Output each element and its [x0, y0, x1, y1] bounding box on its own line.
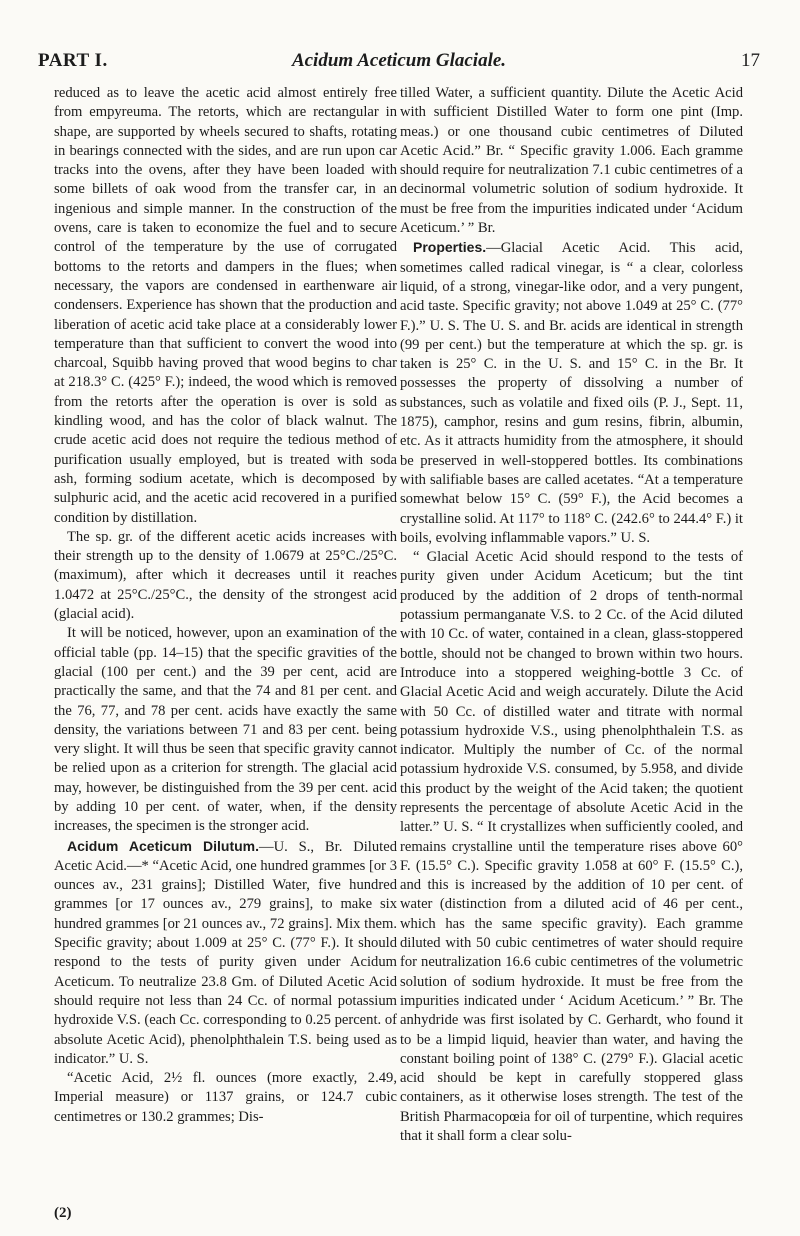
right-column	[400, 84, 743, 1146]
signature-mark: (2)	[54, 1205, 72, 1221]
paragraph: tilled Water, a sufficient quantity. Dilute the Acetic Acid with sufficient Distilled Water to form one pint (Imp. meas.) or one thousand cubic centimetres of Diluted Acetic Acid.” Br. “ Specific gravity 1.006. Each gramme should require for neutralization 7.1 cubic centimetres of a decinormal volumetric solution of sodium hydroxide. It must be free from the impurities indicated under ‘Acidum Aceticum.’ ” Br.	[400, 85, 743, 237]
section-label: Properties.	[413, 239, 487, 256]
paragraph-text: —U. S., Br. Diluted Acetic Acid.—* “Acetic Acid, one hundred grammes [or 3 ounces av., 231 grains]; Distilled Water, five hundred grammes [or 17 ounces av., 279 grains], to make six hundred grammes [or 21 ounces av., 72 grains]. Mix them. Specific gravity; about 1.009 at 25° C. (77° F.). It should respond to the tests of purity given under Acidum Aceticum. To neutralize 23.8 Gm. of Diluted Acetic Acid should require not less than 24 Cc. of normal potassium hydroxide V.S. (each Cc. corresponding to 0.25 percent. of absolute Acetic Acid), phenolphthalein T.S. being used as indicator.” U. S.	[54, 838, 397, 1067]
paragraph: The sp. gr. of the different acetic acids increases with their strength up to the density of 1.0679 at 25°C./25°C. (maximum), after which it decreases until it reaches 1.0472 at 25°C./25°C., the density of the strongest acid (glacial acid).	[54, 528, 397, 623]
part-label: PART I.	[38, 50, 108, 71]
section-label: Acidum Aceticum Dilutum.	[67, 837, 260, 854]
paragraph: “Acetic Acid, 2½ fl. ounces (more exactly, 2.49, Imperial measure) or 1137 grains, or 124.7 cubic centimetres or 130.2 grammes; Dis-	[54, 1070, 397, 1125]
paragraph	[400, 238, 743, 548]
paragraph	[54, 837, 397, 1070]
page-number: 17	[741, 50, 760, 71]
left-column	[54, 84, 397, 1127]
paragraph-text: —Glacial Acetic Acid. This acid, sometimes called radical vinegar, is “ a clear, colorless liquid, of a strong, vinegar-like odor, and a very pungent, acid taste. Specific gravity; not above 1.049 at 25° C. (77° F.).” U. S. The U. S. and Br. acids are identical in strength (99 per cent.) but the temperature at which the sp. gr. is taken is 25° C. in the U. S. and 15° C. in the Br. It possesses the property of dissolving a number of substances, such as volatile and fixed oils (P. J., Sept. 11, 1875), camphor, resins and gum resins, fibrin, albumin, etc. As it attracts humidity from the atmosphere, it should be preserved in well-stoppered bottles. Its combinations with salifiable bases are called acetates. “At a temperature somewhat below 15° C. (59° F.), the Acid becomes a crystalline solid. At 117° to 118° C. (242.6° to 244.4° F.) it boils, evolving inflammable vapors.” U. S.	[400, 240, 743, 546]
paragraph: “ Glacial Acetic Acid should respond to the tests of purity given under Acidum Aceticum; but the tint produced by the addition of 2 drops of tenth-normal potassium permanganate V.S. to 2 Cc. of the Acid diluted with 10 Cc. of water, contained in a clean, glass-stoppered bottle, should not be changed to brown within two hours. Introduce into a stoppered weighing-bottle 3 Cc. of Glacial Acetic Acid and weigh accurately. Dilute the Acid with 50 Cc. of distilled water and titrate with normal potassium hydroxide V.S., using phenolphthalein T.S. as indicator. Multiply the number of Cc. of the normal potassium hydroxide V.S. consumed, by 5.958, and divide this product by the weight of the Acid taken; the quotient represents the percentage of absolute Acetic Acid in the latter.” U. S. “ It crystallizes when sufficiently cooled, and remains crystalline until the temperature rises above 60° F. (15.5° C.). Specific gravity 1.058 at 60° F. (15.5° C.), and this is increased by the addition of 10 per cent. of water (distinction from a diluted acid of 46 per cent., which has the same specific gravity). Each gramme diluted with 50 cubic centimetres of water should require for neutralization 16.6 cubic centimetres of the volumetric solution of sodium hydroxide. It must be free from the impurities indicated under ‘ Acidum Aceticum.’ ” Br. The anhydride was first isolated by C. Gerhardt, who found it to be a limpid liquid, heavier than water, and having the constant boiling point of 138° C. (279° F.). Glacial acetic acid should be kept in carefully stoppered glass containers, as it otherwise loses strength. The test of the British Pharmacopœia for oil of turpentine, which requires that it shall form a clear solu-	[400, 549, 743, 1145]
paragraph: reduced as to leave the acetic acid almost entirely free from empyreuma. The retorts, which are rectangular in shape, are supported by wheels secured to shafts, rotating in bearings connected with the sides, and are run upon car tracks into the ovens, after they have been loaded with some billets of oak wood from the transfer car, in an ingenious and simple manner. In the construction of the ovens, care is taken to economize the fuel and to secure control of the temperature by the use of corrugated bottoms to the retorts and dampers in the flues; when necessary, the vapors are condensed in earthenware air condensers. Experience has shown that the production and liberation of acetic acid take place at a considerably lower temperature than that sufficient to convert the wood into charcoal, Squibb having proved that wood begins to char at 218.3° C. (425° F.); indeed, the wood which is removed from the retorts after the operation is over is sold as kindling wood, and has the color of black walnut. The crude acetic acid does not require the tedious method of purification usually employed, but is treated with soda ash, forming sodium acetate, which is decomposed by sulphuric acid, and the acetic acid recovered in a purified condition by distillation.	[54, 85, 397, 526]
running-title: Acidum Aceticum Glaciale.	[291, 50, 507, 71]
page-header	[38, 50, 760, 74]
paragraph: It will be noticed, however, upon an examination of the official table (pp. 14–15) that the specific gravities of the glacial (100 per cent.) and the 39 per cent, acid are practically the same, and that the 74 and 81 per cent. and the 76, 77, and 78 per cent. acids have exactly the same density, the variations between 71 and 83 per cent. being very slight. It will thus be seen that specific gravity cannot be relied upon as a criterion for strength. The glacial acid may, however, be distinguished from the 39 per cent. acid by adding 10 per cent. of water, when, if the density increases, the specimen is the stronger acid.	[54, 625, 397, 835]
